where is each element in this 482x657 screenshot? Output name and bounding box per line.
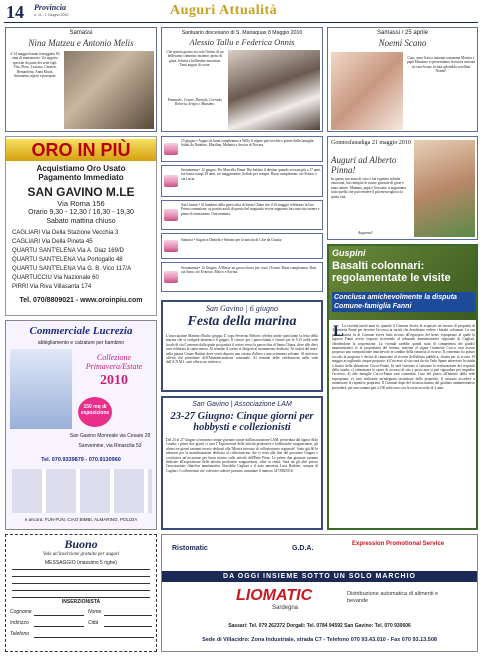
oro-branch: QUARTU SANT'ELENA Via A. Diaz 169/D bbox=[12, 248, 124, 254]
coupon-field-label: Città bbox=[88, 620, 99, 626]
oro-branch: PIRRI Via Riva Villasanta 174 bbox=[12, 284, 92, 290]
wishes-list bbox=[161, 136, 323, 296]
wish-text: Serramanna • 12 giugno. Per Marcella Pinna. Hai beffato il destino quando sei nata più a 17 anni, era basta compi 18 anni, sei maggiorenne, beffalo per sempre. Buon compleanno, zio Franco e zia Lucia. bbox=[181, 168, 321, 181]
coupon-field-label: Cognome bbox=[10, 609, 32, 615]
cake-icon bbox=[164, 271, 178, 283]
cake-icon bbox=[164, 240, 178, 252]
lucrezia-kids-photo bbox=[10, 349, 72, 429]
basalti-kicker: Guspini bbox=[332, 248, 366, 258]
oro-branch: QUARTU SANT'ELENA Via Portogallo 48 bbox=[12, 257, 123, 263]
wish-text: 15 giugno • Auguri di buon compleanno a Willy il nipote più vecchio e potete dalla famiglia. Saluti da Natalino, Marilina, Melania e Jessica di Novara. bbox=[181, 139, 315, 148]
footer-main-region: Sardegna bbox=[272, 605, 299, 611]
lucrezia-brands: e ancora: FUN-FUN, CIAO BIMBI, ALMARINO, POLIZIA bbox=[24, 517, 138, 522]
lucrezia-brand-logos bbox=[12, 469, 152, 513]
coupon-field-label: Nome bbox=[88, 609, 102, 615]
lam-title: 23-27 Giugno: Cinque giorni per hobbysti e collezionisti bbox=[170, 411, 314, 433]
footer-tagline: DA OGGI INSIEME SOTTO UN SOLO MARCHIO bbox=[162, 571, 477, 582]
oro-address: Via Roma 156 bbox=[57, 199, 105, 208]
lucrezia-store2: Sanvemine, via Rinascita 53 bbox=[78, 443, 142, 449]
marina-text: L'associazione Marinai d'Italia 'gruppo Z' capo Severino Meloni: celebra anche quest'anno la festa della marina che si svolgerà domenica 6 giugno. Il ritrovo per i parecchianti è fissato per le 9.15 nella sede locale di via Convento dalla quale poi partirà il corteo verso la parrocchia di Santa Chiara, dove alle dieci sarà celebrata la santa messa. Al termine il corteo si dirigerà al monumento dedicato 'Ai caduti del mare' nella piazza Cesare Battisti dove verrà deposta una corona d'alloro e una cerimonia solenne. Al rinfresco offerto dal presidente dell'Amministrazione comunale. Al termine delle celebrazioni nella sede dell'A.N.M.I. sarà offerto un rinfresco. bbox=[166, 334, 318, 365]
coupon-field-label: Telefono bbox=[10, 631, 29, 637]
oro-sub2: Pagamento Immediato bbox=[38, 173, 124, 182]
oro-contact: Tel. 070/8809021 - www.oroinpiu.com bbox=[19, 297, 143, 304]
oro-branch: CAGLIARI Via Della Pineta 45 bbox=[12, 239, 93, 245]
anniversary-text: il 14 maggio hanno festeggiato 65 anni di matrimonio. Un augurio speciale da parte dei sette figli: Vito, Piero, Luciano, Carmen, Bernardetta, Anna Maria, Antonietta, nipoti e pronipoti. bbox=[10, 52, 60, 79]
oro-title: ORO IN PIÙ bbox=[6, 139, 156, 161]
coupon-subtitle: Vale un'inserzione gratuita per auguri bbox=[42, 552, 120, 557]
section-title: Auguri Attualità bbox=[170, 3, 278, 18]
lucrezia-phone: Tel. 070.9339879 - 070.9130960 bbox=[41, 457, 121, 463]
lucrezia-tagline: abbigliamento e calzature per bambino bbox=[37, 340, 125, 346]
footer-phones: Sassari: Tel. 079 262372 Dorgali: Tel. 0784 94592 San Gavino: Tel. 070 930606 bbox=[228, 623, 411, 629]
wish-item bbox=[161, 136, 323, 162]
oro-branch: QUARTU SANT'ELENA Via G. B. Vico 117/A bbox=[12, 266, 132, 272]
oro-sub1: Acquistiamo Oro Usato bbox=[36, 164, 126, 173]
page-number: 14 bbox=[6, 2, 24, 22]
wedding-box bbox=[161, 27, 323, 132]
birth-place: Samassi / 25 aprile bbox=[376, 30, 429, 36]
cake-icon bbox=[164, 175, 178, 187]
anniversary-names: Nina Matzeu e Antonio Melis bbox=[28, 38, 134, 48]
wedding-names: Alessio Tallu e Federica Onnis bbox=[189, 37, 295, 47]
footer-main-brand: LIOMATIC bbox=[236, 587, 313, 604]
basalti-article bbox=[327, 244, 478, 530]
coupon-field-line[interactable] bbox=[34, 637, 154, 638]
footer-main-desc: Distribuzione automatica di alimenti e bevande bbox=[347, 591, 439, 604]
coupon-sender-fields bbox=[10, 607, 80, 640]
coupon-message-lines[interactable] bbox=[12, 563, 150, 598]
toddler-photo bbox=[414, 140, 475, 237]
birthday-text: In questo tuo anno di vita ci hai regalato infinite emozioni, hai riempito le nostre giornate di gioie e tanto amore. Mamma, papà e Giacomo ti auguriamo tutto quello che può rendere il più meraviglioso la quota vita. bbox=[331, 177, 407, 199]
basalti-dropcap: L bbox=[333, 323, 344, 340]
coupon-field-line[interactable] bbox=[104, 615, 152, 616]
lucrezia-advert bbox=[5, 320, 157, 530]
coupon-sender-title: INSERZIONISTA bbox=[61, 599, 101, 605]
oro-branches bbox=[12, 229, 152, 292]
footer-hq: Sede di Villacidro: Zona Industriale, strada C7 - Telefono 070 93.43.010 - Fax 070 93.13.508 bbox=[202, 637, 437, 643]
couple-photo bbox=[64, 51, 154, 129]
wedding-text: Che questo giorno sia solo l'inizio di un bellissimo cammino insieme, pieno di gioia, felicità e bellissime emozioni. Tanti auguri di cuore. bbox=[166, 50, 224, 68]
header-rule bbox=[4, 22, 478, 23]
lucrezia-name: Commerciale Lucrezia bbox=[29, 325, 133, 337]
cake-icon bbox=[164, 143, 178, 155]
lam-kicker: San Gavino | Associazione LAM bbox=[192, 401, 292, 408]
birth-name: Noemi Scano bbox=[378, 38, 427, 48]
birthday-title: Auguri ad Alberto Pinna! bbox=[331, 155, 397, 175]
lucrezia-badge: 150 mq di esposizione bbox=[78, 397, 112, 427]
anniversary-box bbox=[5, 27, 157, 132]
birth-box bbox=[327, 27, 478, 132]
wish-text: San Gavino • Al bambini della parrocchia di Santa Chiara che il 16 maggio celebrano la loro Prima comunione, sp partirà auidi di questo bel traguardo vivete augurano loro una vita serena e piena di entusiasmo. Una mamma. bbox=[181, 203, 320, 216]
footer-brand-1: Ristomatic bbox=[172, 545, 208, 552]
lucrezia-collection: Collezione Primavera/Estate bbox=[85, 353, 143, 371]
coupon-title: Buono bbox=[64, 537, 98, 551]
coupon-field-label: Indirizzo bbox=[10, 620, 29, 626]
basalti-text: La vicenda iniziò anni fa, quando il Comune decise di acquisire un terreno di proprietà di Antonietta Fanni per favorire l'accesso ai turisti che desiderano vedere i basalti colonnari. La sua prima mossa fu di Comune aveva fatto ricorso all'esproprio del bene, espropriato al quale la signora Fanni aveva risposto ricorrendo al tribunale amministrativo regionale di Cagliari, chiedendone la sospensione. La vicenda sarebbe quindi stata di competenza dei giudici amministrativi se la proprietaria del terreno, assieme al signor Giannetto Cocco, non avesse proposto una composizione amichevole in cambio della rinuncia al ricorso. Il contenuto ha potuto accolto la proposta e decisa di rinunciare al ricorso dell'ultima pubblica, fissata per lo scorso 19 maggio accogliendo cinque proposte: a) l'accesso al sito sarà da via Vedo Spano attraverso la strada a fianco della abitazione Cocco-Fanni; b) sarà riservata a ciascuno la realizzazione dei requisiti della strada; c) ottimizzare le opere di accesso al sito e posto non si può riguardare per impedire l'accesso; d) alle famiglie Cocco-Fanni sarà consentito l'uso del pozzo all'interno della sede espropriata; e) sarà realizzata un'adeguata recinzione della proprietà; f) nessuno accedere a monitorare le rispettive proprietà. Il Comune dopo del riconoscimento del giudizio amministrativo prevederà, per una somma pari a 100 mila euro con la sosta accordo di 3 anni. bbox=[332, 324, 475, 390]
lam-article bbox=[161, 396, 323, 530]
oro-saturday: Sabato mattina chiuso bbox=[46, 218, 116, 225]
oro-advert bbox=[5, 136, 157, 316]
page-header bbox=[0, 0, 482, 24]
marina-title: Festa della marina bbox=[187, 314, 297, 329]
lam-text: Dal 23 al 27 Giugno si terranno cinque giornate curate dall'associazione LAM, presieduta dal signor Aldo Canela: i primi due giorni ci sarà l' Esposizione delle attività produttive e hobbistiche sanguavinese, gli ultimi tre giorni saranno invece dedicati alla 'Mostra mercato di collezionismo regionale'. Sono già 60 le adesioni per la manifestazione dedicata al collezionismo che si terrà alla fine del prossimo Giugno e costituisce un'occasione per buon ritorno sulle attività dell'Ente Fiera. Le prime due giornate saranno dedicate all'esposizione delle attività produttive sanguavinesi, oltre ai centri. Sarà un gli altri presso l'associazione filatelica numismatica Giacobbe Cagliari e il noto umorista Luca Barbieri, sempre di Cagliari. I collezionisti che volessero aderire possono contattare il numero 347/8825516. bbox=[166, 438, 318, 473]
cake-icon bbox=[164, 209, 178, 221]
basalti-title: Basalti colonnari: regolamentate le visite bbox=[332, 260, 451, 284]
coupon-box bbox=[5, 534, 157, 652]
wish-item bbox=[161, 233, 323, 259]
wish-item bbox=[161, 165, 323, 197]
marina-article bbox=[161, 300, 323, 392]
marina-kicker: San Gavino | 6 giugno bbox=[206, 304, 278, 313]
footer-brand-2: G.D.A. bbox=[292, 545, 314, 552]
oro-branch: QUARTUCCIU Via Nazionale 60 bbox=[12, 275, 99, 281]
oro-hours: Orario 9,30 - 12,30 / 16,30 - 19,30 bbox=[28, 209, 134, 216]
lucrezia-year: 2010 bbox=[100, 373, 128, 388]
oro-branch: CAGLIARI Via Della Stazione Vecchia 3 bbox=[12, 230, 119, 236]
wedding-place: Santuario diocesano di S. Mariaquas 8 Maggio 2010 bbox=[181, 30, 303, 36]
footer-brand-3: Expression Promotional Service bbox=[352, 541, 445, 547]
birthday-box bbox=[327, 136, 478, 240]
anniversary-place: Samassi bbox=[69, 30, 93, 36]
wish-item bbox=[161, 200, 323, 230]
birthday-sign: Auguroni! bbox=[358, 231, 373, 235]
baby-photo bbox=[331, 52, 403, 130]
wedding-signed: Emanuele, Cesare, Daniela, Corrado, Roberta, Sergio e Massimo. bbox=[167, 98, 223, 107]
footer-advert bbox=[161, 534, 478, 652]
wedding-photo bbox=[228, 50, 320, 130]
wish-item bbox=[161, 262, 323, 292]
coupon-field-line[interactable] bbox=[34, 626, 84, 627]
lucrezia-store1: San Gavino Monreale via Cesare 29 bbox=[69, 433, 151, 439]
birth-text: Ciao, sono Gaia e insieme a mamma Monica e papà Massimo vi presentiamo la nuova arrivata in casa Scano, la mia splendida sorellina Noemi! bbox=[406, 56, 476, 74]
coupon-message-label: MESSAGGIO (massimo 5 righe) bbox=[45, 560, 117, 566]
oro-city: SAN GAVINO M.LE bbox=[27, 185, 135, 199]
coupon-field-line[interactable] bbox=[34, 615, 84, 616]
birthday-place: Gonnosfanadiga 21 maggio 2010 bbox=[331, 140, 411, 146]
coupon-field-line[interactable] bbox=[104, 626, 152, 627]
issue-line: n. 11 - 1 Giugno 2010 bbox=[34, 13, 69, 17]
masthead-logo: Provincia bbox=[34, 3, 66, 12]
wish-text: Samassi • Auguri a Daniela e Stefano per la nascita di Cloe da Giusky. bbox=[181, 238, 283, 242]
basalti-deck: Conclusa amichevolmente la disputa Comune-famiglia Fanni bbox=[332, 292, 475, 312]
wish-text: Serramanna • 12 Giugno. A Massy un grosso bacio per i tuoi 18 anni. Buon compleanno, Buri, zia Anna, zio Evaristo, Marco e Savina. bbox=[181, 266, 317, 275]
